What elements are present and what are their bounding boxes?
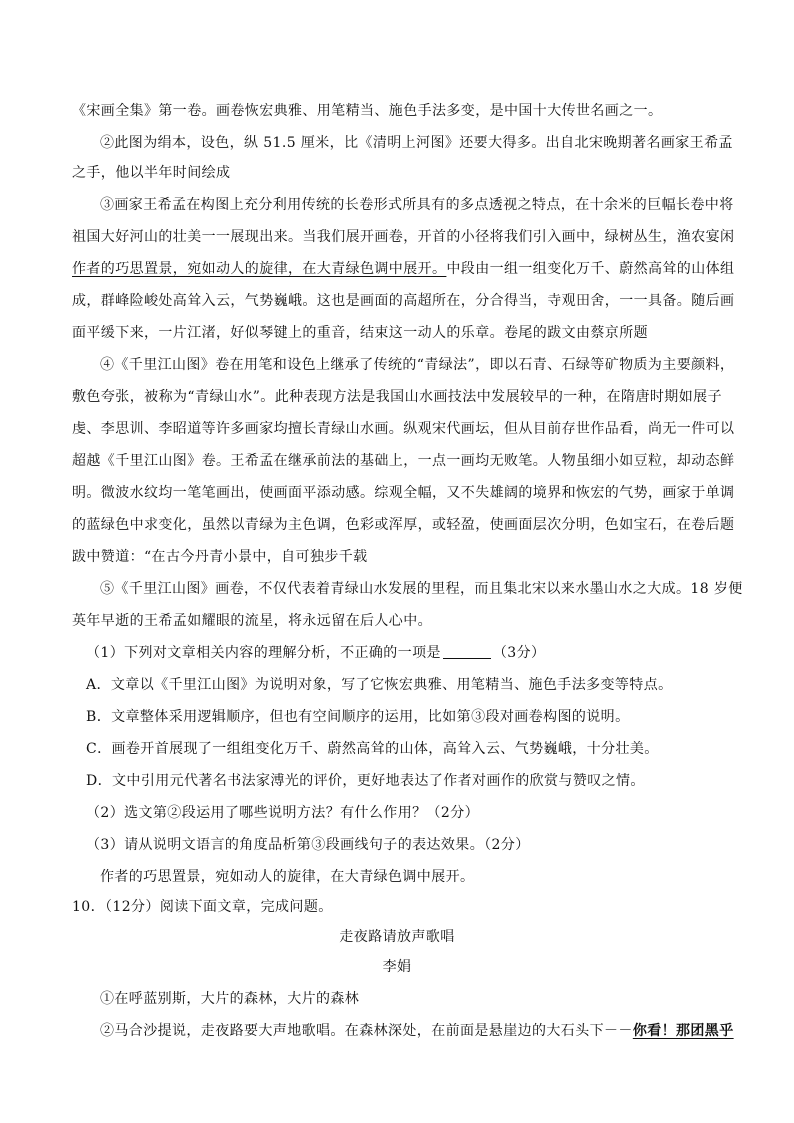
text-line: ⑤《千里江山图》画卷，不仅代表着青绿山水发展的里程，而且集北宋以来水墨山水之大成。18 岁便 bbox=[100, 581, 743, 597]
text-line: 敷色夸张，被称为“青绿山水”。此种表现方法是我国山水画技法中发展较早的一种，在隋唐时期如展子 bbox=[72, 389, 722, 405]
text-line: ②此图为绢本，设色，纵 51.5 厘米，比《清明上河图》还要大得多。出自北宋晚期著名画家王希孟 bbox=[100, 135, 733, 151]
option-c: C．画卷开首展现了一组组变化万千、蔚然高耸的山体，高耸入云、气势巍峨，十分壮美。 bbox=[86, 741, 659, 757]
question-score: （3分） bbox=[492, 645, 546, 661]
text-line bbox=[100, 1020, 734, 1042]
text-line bbox=[72, 258, 735, 280]
text-line: 成，群峰险峻处高耸入云，气势巍峨。这也是画面的高超所在，分合得当，寺观田舍，一一具备。随后画 bbox=[72, 293, 735, 309]
text-line: 跋中赞道：“在古今丹青小景中，自可独步千载 bbox=[72, 549, 368, 565]
text-line: 祖国大好河山的壮美一一展现出来。当我们展开画卷，开首的小径将我们引入画中，绿树丛生，渔农宴闲 bbox=[72, 229, 735, 245]
text-line: 英年早逝的王希孟如耀眼的流星，将永远留在后人心中。 bbox=[72, 613, 432, 629]
text-span: ②马合沙提说，走夜路要大声地歌唱。在森林深处，在前面是悬崖边的大石头下－－ bbox=[100, 1023, 633, 1039]
quoted-sentence: 作者的巧思置景，宛如动人的旋律，在大青绿色调中展开。 bbox=[100, 869, 475, 885]
option-a: A．文章以《千里江山图》为说明对象，写了它恢宏典雅、用笔精当、施色手法多变等特点。 bbox=[86, 677, 673, 693]
question-2: （2）选文第②段运用了哪些说明方法？有什么作用？（2分） bbox=[86, 805, 480, 821]
question-1 bbox=[86, 642, 722, 664]
article-author: 李娟 bbox=[382, 959, 412, 975]
text-line: 《宋画全集》第一卷。画卷恢宏典雅、用笔精当、施色手法多变，是中国十大传世名画之一。 bbox=[72, 103, 663, 119]
underlined-sentence: 你看！那团黑乎 bbox=[632, 1023, 734, 1039]
underlined-sentence: 作者的巧思置景，宛如动人的旋律，在大青绿色调中展开。 bbox=[72, 261, 447, 277]
text-line: 之手，他以半年时间绘成 bbox=[72, 165, 231, 181]
text-line: 的蓝绿色中求变化，虽然以青绿为主色调，色彩或浑厚，或轻盈，使画面层次分明，色如宝石，在卷后题 bbox=[72, 517, 735, 533]
question-3: （3）请从说明文语言的角度品析第③段画线句子的表达效果。（2分） bbox=[86, 837, 530, 853]
text-line: ①在呼蓝别斯，大片的森林，大片的森林 bbox=[100, 991, 360, 1007]
text-line: ④《千里江山图》卷在用笔和设色上继承了传统的“青绿法”，即以石青、石绿等矿物质为主要颜料， bbox=[100, 357, 735, 373]
text-line: 明。微波水纹均一笔笔画出，使画面平添动感。综观全幅，又不失雄阔的境界和恢宏的气势，画家于单调 bbox=[72, 485, 735, 501]
text-line: 超越《千里江山图》卷。王希孟在继承前法的基础上，一点一画均无败笔。人物虽细小如豆粒，却动态鲜 bbox=[72, 453, 735, 469]
question-text: （1）下列对文章相关内容的理解分析，不正确的一项是 bbox=[86, 645, 441, 661]
text-line: 虔、李思训、李昭道等许多画家均擅长青绿山水画。纵观宋代画坛，但从目前存世作品看，尚无一件可以 bbox=[72, 421, 735, 437]
option-b: B．文章整体采用逻辑顺序，但也有空间顺序的运用，比如第③段对画卷构图的说明。 bbox=[86, 709, 630, 725]
option-d: D．文中引用元代著名书法家溥光的评价，更好地表达了作者对画作的欣赏与赞叹之情。 bbox=[86, 773, 645, 789]
text-line: 面平缓下来，一片江渚，好似琴键上的重音，结束这一动人的乐章。卷尾的跋文由蔡京所题 bbox=[72, 325, 648, 341]
answer-blank[interactable] bbox=[443, 644, 491, 659]
text-line: ③画家王希孟在构图上充分利用传统的长卷形式所具有的多点透视之特点，在十余米的巨幅长卷中将 bbox=[100, 197, 734, 213]
question-10-heading: 10．（12分）阅读下面文章，完成问题。 bbox=[72, 899, 333, 915]
article-title: 走夜路请放声歌唱 bbox=[339, 929, 455, 945]
text-span: 中段由一组一组变化万千、蔚然高耸的山体组 bbox=[446, 261, 735, 277]
